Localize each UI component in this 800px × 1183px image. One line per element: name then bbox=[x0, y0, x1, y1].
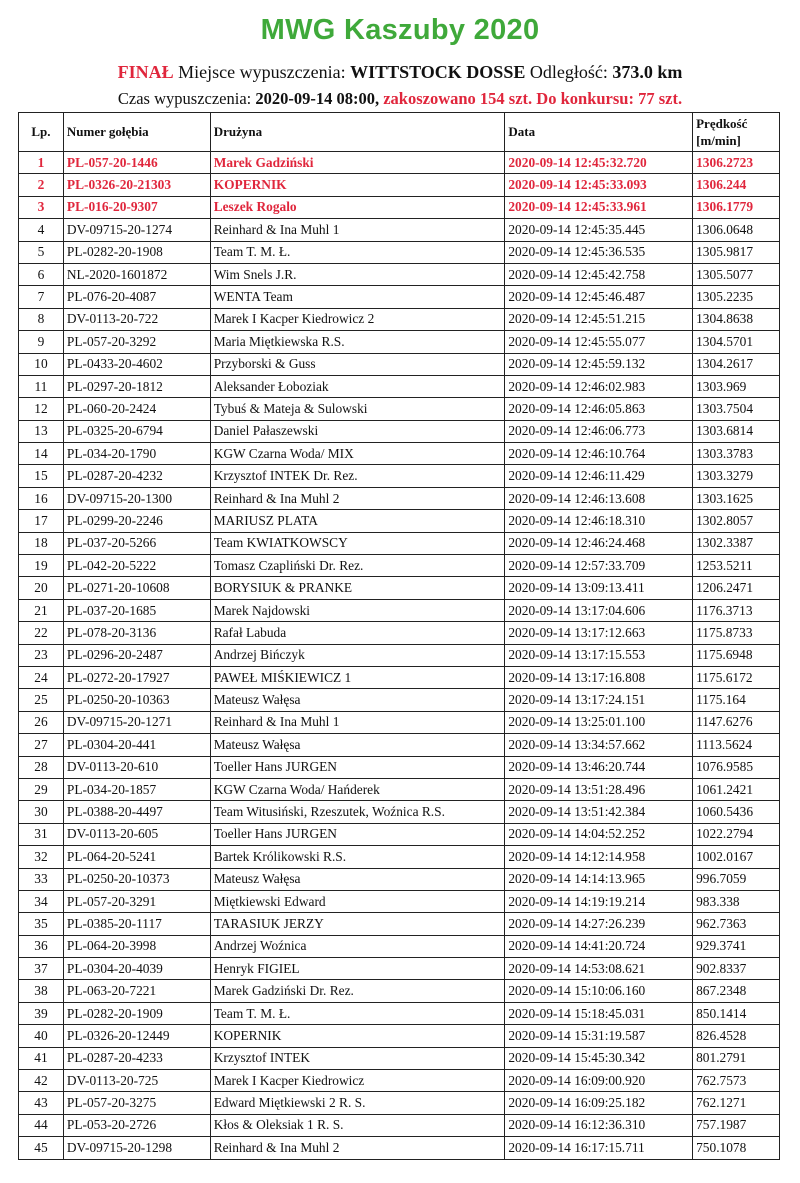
cell-ring: PL-0296-20-2487 bbox=[63, 644, 210, 666]
cell-speed: 1176.3713 bbox=[693, 599, 780, 621]
cell-ring: PL-0433-20-4602 bbox=[63, 353, 210, 375]
distance-value: 373.0 km bbox=[612, 62, 683, 82]
table-row bbox=[19, 375, 780, 397]
table-row bbox=[19, 398, 780, 420]
cell-lp: 16 bbox=[19, 487, 64, 509]
table-row bbox=[19, 778, 780, 800]
cell-speed: 1113.5624 bbox=[693, 734, 780, 756]
cell-team: Marek Gadziński bbox=[210, 152, 505, 174]
cell-lp: 29 bbox=[19, 778, 64, 800]
cell-lp: 4 bbox=[19, 219, 64, 241]
basketed-info: zakoszowano 154 szt. Do konkursu: 77 szt. bbox=[383, 89, 683, 108]
release-time-value: 2020-09-14 08:00, bbox=[255, 89, 380, 108]
table-row bbox=[19, 353, 780, 375]
cell-ring: PL-0287-20-4233 bbox=[63, 1047, 210, 1069]
cell-lp: 18 bbox=[19, 532, 64, 554]
table-row bbox=[19, 510, 780, 532]
cell-date: 2020-09-14 12:45:51.215 bbox=[505, 308, 693, 330]
cell-team: Mateusz Wałęsa bbox=[210, 689, 505, 711]
cell-date: 2020-09-14 12:46:24.468 bbox=[505, 532, 693, 554]
cell-team: Reinhard & Ina Muhl 2 bbox=[210, 487, 505, 509]
cell-date: 2020-09-14 12:45:55.077 bbox=[505, 331, 693, 353]
cell-team: Maria Miętkiewska R.S. bbox=[210, 331, 505, 353]
table-row bbox=[19, 1002, 780, 1024]
cell-ring: PL-0385-20-1117 bbox=[63, 913, 210, 935]
table-row bbox=[19, 711, 780, 733]
cell-team: Tomasz Czapliński Dr. Rez. bbox=[210, 555, 505, 577]
cell-ring: PL-078-20-3136 bbox=[63, 622, 210, 644]
cell-date: 2020-09-14 12:45:33.093 bbox=[505, 174, 693, 196]
cell-ring: PL-064-20-3998 bbox=[63, 935, 210, 957]
cell-date: 2020-09-14 14:04:52.252 bbox=[505, 823, 693, 845]
cell-date: 2020-09-14 13:17:12.663 bbox=[505, 622, 693, 644]
cell-date: 2020-09-14 14:41:20.724 bbox=[505, 935, 693, 957]
cell-date: 2020-09-14 16:12:36.310 bbox=[505, 1114, 693, 1136]
cell-speed: 826.4528 bbox=[693, 1025, 780, 1047]
cell-team: Mateusz Wałęsa bbox=[210, 734, 505, 756]
cell-ring: PL-057-20-3292 bbox=[63, 331, 210, 353]
col-header-speed-unit: [m/min] bbox=[696, 133, 741, 148]
table-row bbox=[19, 823, 780, 845]
cell-speed: 801.2791 bbox=[693, 1047, 780, 1069]
cell-team: Andrzej Bińczyk bbox=[210, 644, 505, 666]
cell-speed: 1304.5701 bbox=[693, 331, 780, 353]
cell-lp: 26 bbox=[19, 711, 64, 733]
table-row bbox=[19, 555, 780, 577]
table-row bbox=[19, 935, 780, 957]
cell-date: 2020-09-14 15:18:45.031 bbox=[505, 1002, 693, 1024]
cell-lp: 38 bbox=[19, 980, 64, 1002]
table-row bbox=[19, 734, 780, 756]
table-row bbox=[19, 756, 780, 778]
cell-date: 2020-09-14 13:09:13.411 bbox=[505, 577, 693, 599]
cell-speed: 762.1271 bbox=[693, 1092, 780, 1114]
cell-team: KOPERNIK bbox=[210, 1025, 505, 1047]
cell-team: Krzysztof INTEK Dr. Rez. bbox=[210, 465, 505, 487]
cell-date: 2020-09-14 13:17:04.606 bbox=[505, 599, 693, 621]
cell-date: 2020-09-14 13:51:42.384 bbox=[505, 801, 693, 823]
cell-team: KGW Czarna Woda/ Hańderek bbox=[210, 778, 505, 800]
cell-team: Wim Snels J.R. bbox=[210, 263, 505, 285]
cell-speed: 757.1987 bbox=[693, 1114, 780, 1136]
cell-lp: 35 bbox=[19, 913, 64, 935]
cell-lp: 15 bbox=[19, 465, 64, 487]
cell-date: 2020-09-14 14:14:13.965 bbox=[505, 868, 693, 890]
cell-speed: 1305.5077 bbox=[693, 263, 780, 285]
table-row bbox=[19, 689, 780, 711]
cell-lp: 8 bbox=[19, 308, 64, 330]
cell-team: Marek I Kacper Kiedrowicz bbox=[210, 1070, 505, 1092]
cell-ring: PL-057-20-3291 bbox=[63, 890, 210, 912]
cell-lp: 34 bbox=[19, 890, 64, 912]
table-row bbox=[19, 532, 780, 554]
cell-lp: 22 bbox=[19, 622, 64, 644]
cell-date: 2020-09-14 13:17:15.553 bbox=[505, 644, 693, 666]
cell-date: 2020-09-14 12:46:02.983 bbox=[505, 375, 693, 397]
col-header-team: Drużyna bbox=[210, 113, 505, 152]
cell-lp: 23 bbox=[19, 644, 64, 666]
cell-date: 2020-09-14 16:09:25.182 bbox=[505, 1092, 693, 1114]
release-time-line bbox=[0, 89, 800, 109]
cell-lp: 3 bbox=[19, 196, 64, 218]
cell-team: Mateusz Wałęsa bbox=[210, 868, 505, 890]
cell-speed: 1305.2235 bbox=[693, 286, 780, 308]
cell-date: 2020-09-14 12:45:33.961 bbox=[505, 196, 693, 218]
cell-team: Team KWIATKOWSCY bbox=[210, 532, 505, 554]
cell-lp: 28 bbox=[19, 756, 64, 778]
cell-date: 2020-09-14 14:19:19.214 bbox=[505, 890, 693, 912]
cell-ring: DV-0113-20-610 bbox=[63, 756, 210, 778]
cell-speed: 1061.2421 bbox=[693, 778, 780, 800]
table-row bbox=[19, 443, 780, 465]
cell-speed: 1303.7504 bbox=[693, 398, 780, 420]
cell-lp: 14 bbox=[19, 443, 64, 465]
cell-ring: PL-0304-20-4039 bbox=[63, 958, 210, 980]
table-row bbox=[19, 1137, 780, 1159]
cell-lp: 9 bbox=[19, 331, 64, 353]
table-row bbox=[19, 331, 780, 353]
cell-lp: 20 bbox=[19, 577, 64, 599]
table-row bbox=[19, 801, 780, 823]
cell-speed: 1253.5211 bbox=[693, 555, 780, 577]
table-row bbox=[19, 308, 780, 330]
col-header-lp: Lp. bbox=[19, 113, 64, 152]
table-row bbox=[19, 666, 780, 688]
cell-ring: PL-057-20-1446 bbox=[63, 152, 210, 174]
table-row bbox=[19, 913, 780, 935]
cell-ring: PL-0299-20-2246 bbox=[63, 510, 210, 532]
cell-team: Team T. M. Ł. bbox=[210, 1002, 505, 1024]
cell-ring: PL-0271-20-10608 bbox=[63, 577, 210, 599]
cell-lp: 33 bbox=[19, 868, 64, 890]
cell-team: KOPERNIK bbox=[210, 174, 505, 196]
table-row bbox=[19, 465, 780, 487]
cell-speed: 1147.6276 bbox=[693, 711, 780, 733]
cell-date: 2020-09-14 12:45:35.445 bbox=[505, 219, 693, 241]
cell-date: 2020-09-14 12:45:59.132 bbox=[505, 353, 693, 375]
distance-label: Odległość: bbox=[529, 62, 608, 82]
cell-speed: 1306.0648 bbox=[693, 219, 780, 241]
cell-ring: PL-0388-20-4497 bbox=[63, 801, 210, 823]
cell-date: 2020-09-14 13:25:01.100 bbox=[505, 711, 693, 733]
cell-ring: PL-034-20-1857 bbox=[63, 778, 210, 800]
cell-speed: 1306.2723 bbox=[693, 152, 780, 174]
cell-ring: PL-0250-20-10363 bbox=[63, 689, 210, 711]
final-label: FINAŁ bbox=[117, 62, 174, 82]
cell-speed: 750.1078 bbox=[693, 1137, 780, 1159]
cell-team: Rafał Labuda bbox=[210, 622, 505, 644]
cell-date: 2020-09-14 12:46:11.429 bbox=[505, 465, 693, 487]
cell-ring: PL-0326-20-21303 bbox=[63, 174, 210, 196]
cell-ring: NL-2020-1601872 bbox=[63, 263, 210, 285]
cell-lp: 5 bbox=[19, 241, 64, 263]
table-row bbox=[19, 487, 780, 509]
cell-ring: PL-0282-20-1909 bbox=[63, 1002, 210, 1024]
cell-lp: 42 bbox=[19, 1070, 64, 1092]
cell-lp: 37 bbox=[19, 958, 64, 980]
cell-speed: 1305.9817 bbox=[693, 241, 780, 263]
cell-ring: PL-076-20-4087 bbox=[63, 286, 210, 308]
col-header-speed bbox=[693, 113, 780, 152]
table-row bbox=[19, 152, 780, 174]
cell-ring: DV-0113-20-722 bbox=[63, 308, 210, 330]
release-place-label: Miejsce wypuszczenia: bbox=[178, 62, 346, 82]
table-row bbox=[19, 219, 780, 241]
cell-team: Krzysztof INTEK bbox=[210, 1047, 505, 1069]
cell-date: 2020-09-14 16:09:00.920 bbox=[505, 1070, 693, 1092]
cell-speed: 1306.1779 bbox=[693, 196, 780, 218]
cell-team: Reinhard & Ina Muhl 1 bbox=[210, 219, 505, 241]
cell-team: MARIUSZ PLATA bbox=[210, 510, 505, 532]
cell-lp: 40 bbox=[19, 1025, 64, 1047]
table-row bbox=[19, 622, 780, 644]
table-row bbox=[19, 644, 780, 666]
race-info-line bbox=[0, 62, 800, 83]
cell-ring: PL-0304-20-441 bbox=[63, 734, 210, 756]
table-row bbox=[19, 868, 780, 890]
cell-date: 2020-09-14 12:45:42.758 bbox=[505, 263, 693, 285]
cell-ring: DV-09715-20-1298 bbox=[63, 1137, 210, 1159]
cell-speed: 1175.6948 bbox=[693, 644, 780, 666]
table-row bbox=[19, 196, 780, 218]
cell-speed: 1076.9585 bbox=[693, 756, 780, 778]
cell-ring: PL-0250-20-10373 bbox=[63, 868, 210, 890]
table-row bbox=[19, 980, 780, 1002]
cell-ring: PL-0282-20-1908 bbox=[63, 241, 210, 263]
cell-speed: 1206.2471 bbox=[693, 577, 780, 599]
cell-ring: PL-0297-20-1812 bbox=[63, 375, 210, 397]
cell-date: 2020-09-14 14:27:26.239 bbox=[505, 913, 693, 935]
cell-date: 2020-09-14 12:46:06.773 bbox=[505, 420, 693, 442]
table-row bbox=[19, 846, 780, 868]
cell-lp: 39 bbox=[19, 1002, 64, 1024]
cell-ring: PL-063-20-7221 bbox=[63, 980, 210, 1002]
cell-date: 2020-09-14 12:57:33.709 bbox=[505, 555, 693, 577]
cell-lp: 6 bbox=[19, 263, 64, 285]
release-place: WITTSTOCK DOSSE bbox=[350, 62, 526, 82]
cell-ring: PL-053-20-2726 bbox=[63, 1114, 210, 1136]
cell-lp: 25 bbox=[19, 689, 64, 711]
cell-date: 2020-09-14 12:45:36.535 bbox=[505, 241, 693, 263]
cell-speed: 962.7363 bbox=[693, 913, 780, 935]
cell-ring: DV-09715-20-1271 bbox=[63, 711, 210, 733]
cell-ring: DV-0113-20-605 bbox=[63, 823, 210, 845]
cell-date: 2020-09-14 14:12:14.958 bbox=[505, 846, 693, 868]
cell-lp: 1 bbox=[19, 152, 64, 174]
cell-speed: 983.338 bbox=[693, 890, 780, 912]
table-row bbox=[19, 890, 780, 912]
cell-ring: PL-057-20-3275 bbox=[63, 1092, 210, 1114]
cell-lp: 45 bbox=[19, 1137, 64, 1159]
cell-date: 2020-09-14 14:53:08.621 bbox=[505, 958, 693, 980]
cell-lp: 41 bbox=[19, 1047, 64, 1069]
cell-date: 2020-09-14 12:46:13.608 bbox=[505, 487, 693, 509]
cell-lp: 27 bbox=[19, 734, 64, 756]
cell-ring: DV-09715-20-1300 bbox=[63, 487, 210, 509]
cell-team: PAWEŁ MIŚKIEWICZ 1 bbox=[210, 666, 505, 688]
cell-team: Tybuś & Mateja & Sulowski bbox=[210, 398, 505, 420]
cell-speed: 1303.969 bbox=[693, 375, 780, 397]
cell-team: Marek I Kacper Kiedrowicz 2 bbox=[210, 308, 505, 330]
cell-speed: 1175.6172 bbox=[693, 666, 780, 688]
cell-team: TARASIUK JERZY bbox=[210, 913, 505, 935]
table-row bbox=[19, 599, 780, 621]
cell-team: Henryk FIGIEL bbox=[210, 958, 505, 980]
cell-ring: PL-0325-20-6794 bbox=[63, 420, 210, 442]
cell-speed: 1002.0167 bbox=[693, 846, 780, 868]
col-header-ring: Numer gołębia bbox=[63, 113, 210, 152]
table-row bbox=[19, 241, 780, 263]
cell-ring: PL-064-20-5241 bbox=[63, 846, 210, 868]
table-row bbox=[19, 286, 780, 308]
cell-speed: 762.7573 bbox=[693, 1070, 780, 1092]
cell-team: Kłos & Oleksiak 1 R. S. bbox=[210, 1114, 505, 1136]
cell-date: 2020-09-14 12:46:18.310 bbox=[505, 510, 693, 532]
cell-team: Team Witusiński, Rzeszutek, Woźnica R.S. bbox=[210, 801, 505, 823]
cell-ring: PL-060-20-2424 bbox=[63, 398, 210, 420]
cell-ring: PL-042-20-5222 bbox=[63, 555, 210, 577]
cell-date: 2020-09-14 12:46:10.764 bbox=[505, 443, 693, 465]
cell-speed: 1022.2794 bbox=[693, 823, 780, 845]
cell-date: 2020-09-14 13:46:20.744 bbox=[505, 756, 693, 778]
cell-lp: 7 bbox=[19, 286, 64, 308]
cell-team: Andrzej Woźnica bbox=[210, 935, 505, 957]
cell-team: Team T. M. Ł. bbox=[210, 241, 505, 263]
table-row bbox=[19, 1092, 780, 1114]
cell-speed: 1303.3279 bbox=[693, 465, 780, 487]
cell-speed: 1303.1625 bbox=[693, 487, 780, 509]
table-header-row bbox=[19, 113, 780, 152]
cell-ring: PL-0326-20-12449 bbox=[63, 1025, 210, 1047]
cell-date: 2020-09-14 12:45:46.487 bbox=[505, 286, 693, 308]
cell-lp: 24 bbox=[19, 666, 64, 688]
cell-lp: 11 bbox=[19, 375, 64, 397]
cell-lp: 21 bbox=[19, 599, 64, 621]
cell-date: 2020-09-14 15:45:30.342 bbox=[505, 1047, 693, 1069]
cell-team: Przyborski & Guss bbox=[210, 353, 505, 375]
cell-lp: 13 bbox=[19, 420, 64, 442]
table-row bbox=[19, 1114, 780, 1136]
cell-ring: PL-016-20-9307 bbox=[63, 196, 210, 218]
cell-ring: PL-037-20-5266 bbox=[63, 532, 210, 554]
page-title: MWG Kaszuby 2020 bbox=[260, 14, 540, 46]
cell-team: Daniel Pałaszewski bbox=[210, 420, 505, 442]
cell-speed: 1175.8733 bbox=[693, 622, 780, 644]
table-row bbox=[19, 174, 780, 196]
cell-lp: 32 bbox=[19, 846, 64, 868]
cell-speed: 1304.8638 bbox=[693, 308, 780, 330]
cell-team: Toeller Hans JURGEN bbox=[210, 823, 505, 845]
cell-team: BORYSIUK & PRANKE bbox=[210, 577, 505, 599]
cell-speed: 1306.244 bbox=[693, 174, 780, 196]
table-row bbox=[19, 420, 780, 442]
table-row bbox=[19, 1025, 780, 1047]
cell-date: 2020-09-14 12:45:32.720 bbox=[505, 152, 693, 174]
results-table bbox=[18, 112, 780, 1160]
cell-speed: 1303.3783 bbox=[693, 443, 780, 465]
cell-lp: 36 bbox=[19, 935, 64, 957]
table-row bbox=[19, 1047, 780, 1069]
cell-lp: 30 bbox=[19, 801, 64, 823]
cell-speed: 902.8337 bbox=[693, 958, 780, 980]
cell-ring: PL-0272-20-17927 bbox=[63, 666, 210, 688]
cell-team: KGW Czarna Woda/ MIX bbox=[210, 443, 505, 465]
cell-lp: 44 bbox=[19, 1114, 64, 1136]
cell-team: Miętkiewski Edward bbox=[210, 890, 505, 912]
cell-team: Leszek Rogalo bbox=[210, 196, 505, 218]
cell-team: Marek Najdowski bbox=[210, 599, 505, 621]
cell-speed: 929.3741 bbox=[693, 935, 780, 957]
cell-speed: 850.1414 bbox=[693, 1002, 780, 1024]
release-time-label: Czas wypuszczenia: bbox=[117, 89, 252, 108]
cell-lp: 17 bbox=[19, 510, 64, 532]
cell-lp: 10 bbox=[19, 353, 64, 375]
cell-speed: 1302.3387 bbox=[693, 532, 780, 554]
cell-date: 2020-09-14 13:17:24.151 bbox=[505, 689, 693, 711]
cell-speed: 996.7059 bbox=[693, 868, 780, 890]
cell-date: 2020-09-14 13:17:16.808 bbox=[505, 666, 693, 688]
cell-date: 2020-09-14 15:10:06.160 bbox=[505, 980, 693, 1002]
cell-ring: DV-09715-20-1274 bbox=[63, 219, 210, 241]
cell-lp: 12 bbox=[19, 398, 64, 420]
cell-ring: PL-0287-20-4232 bbox=[63, 465, 210, 487]
cell-team: Toeller Hans JURGEN bbox=[210, 756, 505, 778]
cell-date: 2020-09-14 16:17:15.711 bbox=[505, 1137, 693, 1159]
table-row bbox=[19, 263, 780, 285]
cell-team: Aleksander Łoboziak bbox=[210, 375, 505, 397]
cell-speed: 1060.5436 bbox=[693, 801, 780, 823]
col-header-speed-label: Prędkość bbox=[696, 116, 748, 131]
cell-date: 2020-09-14 13:34:57.662 bbox=[505, 734, 693, 756]
cell-date: 2020-09-14 15:31:19.587 bbox=[505, 1025, 693, 1047]
col-header-date: Data bbox=[505, 113, 693, 152]
cell-team: Marek Gadziński Dr. Rez. bbox=[210, 980, 505, 1002]
cell-team: Edward Miętkiewski 2 R. S. bbox=[210, 1092, 505, 1114]
cell-lp: 43 bbox=[19, 1092, 64, 1114]
table-row bbox=[19, 1070, 780, 1092]
cell-team: Reinhard & Ina Muhl 1 bbox=[210, 711, 505, 733]
cell-team: WENTA Team bbox=[210, 286, 505, 308]
table-row bbox=[19, 958, 780, 980]
cell-lp: 19 bbox=[19, 555, 64, 577]
cell-speed: 867.2348 bbox=[693, 980, 780, 1002]
cell-speed: 1303.6814 bbox=[693, 420, 780, 442]
cell-speed: 1302.8057 bbox=[693, 510, 780, 532]
cell-ring: DV-0113-20-725 bbox=[63, 1070, 210, 1092]
cell-date: 2020-09-14 13:51:28.496 bbox=[505, 778, 693, 800]
cell-date: 2020-09-14 12:46:05.863 bbox=[505, 398, 693, 420]
cell-speed: 1175.164 bbox=[693, 689, 780, 711]
cell-team: Bartek Królikowski R.S. bbox=[210, 846, 505, 868]
cell-speed: 1304.2617 bbox=[693, 353, 780, 375]
cell-lp: 2 bbox=[19, 174, 64, 196]
cell-lp: 31 bbox=[19, 823, 64, 845]
cell-team: Reinhard & Ina Muhl 2 bbox=[210, 1137, 505, 1159]
cell-ring: PL-034-20-1790 bbox=[63, 443, 210, 465]
table-row bbox=[19, 577, 780, 599]
cell-ring: PL-037-20-1685 bbox=[63, 599, 210, 621]
